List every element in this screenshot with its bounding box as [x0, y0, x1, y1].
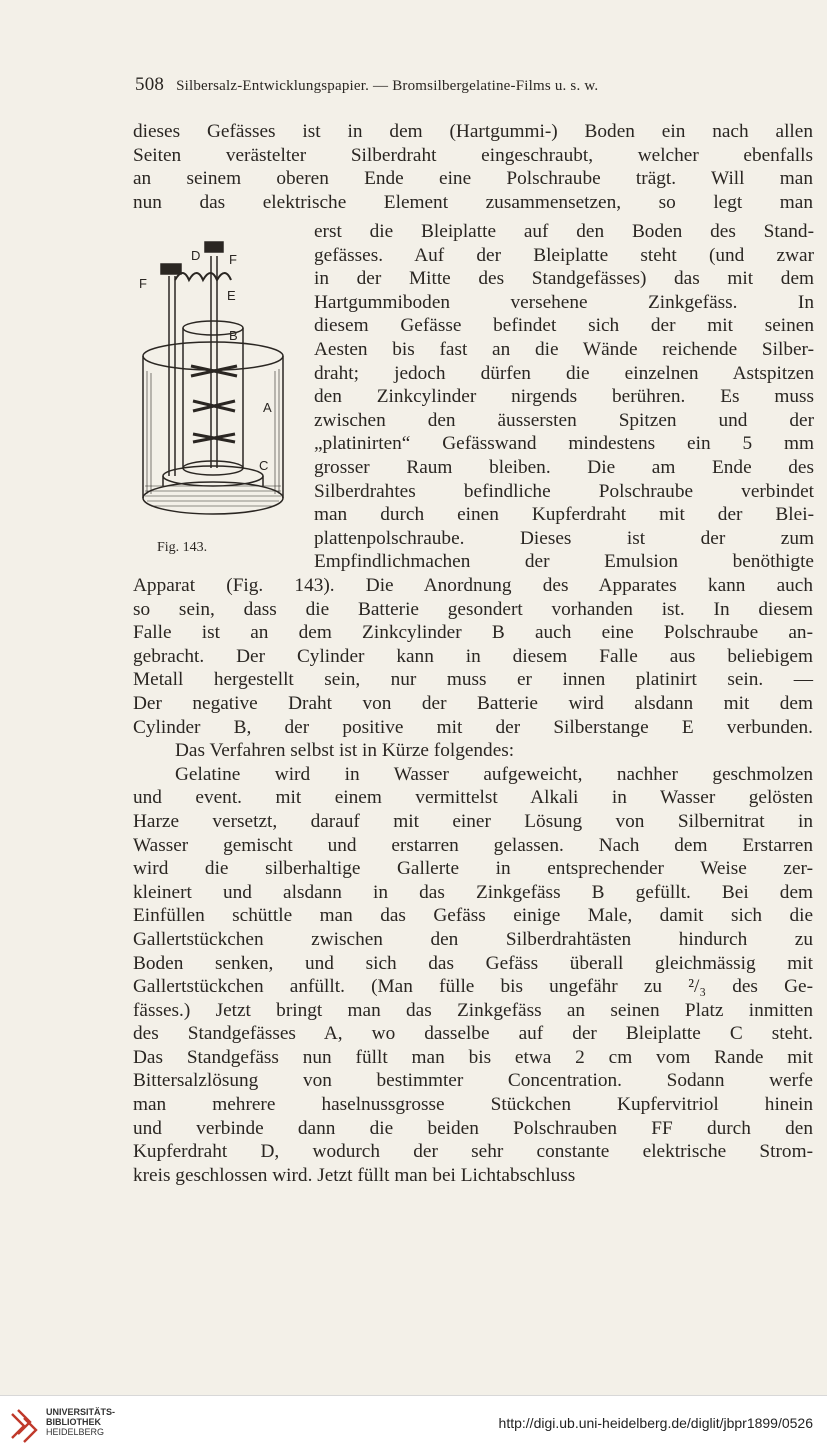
- battery-apparatus-drawing: [133, 236, 293, 536]
- label-A: A: [263, 400, 272, 415]
- text-line: Metall hergestellt sein, nur muss er innen platinirt sein. —: [133, 669, 813, 691]
- label-D: D: [191, 248, 201, 263]
- label-B: B: [229, 328, 238, 343]
- label-C: C: [259, 458, 269, 473]
- text-line: nun das elektrische Element zusammensetzen, so legt man: [133, 191, 813, 213]
- text-line: Seiten verästelter Silberdraht eingeschraubt, welcher ebenfalls: [133, 144, 813, 166]
- text-line: Bittersalzlösung von bestimmter Concentration. Sodann werfe: [133, 1070, 813, 1092]
- text-line: zwischen den äussersten Spitzen und der: [314, 409, 814, 431]
- text-line: gefässes. Auf der Bleiplatte steht (und zwar: [314, 244, 814, 266]
- library-name-line2: BIBLIOTHEK: [46, 1417, 101, 1427]
- text-line: man mehrere haselnussgrosse Stückchen Kupfervitriol hinein: [133, 1094, 813, 1116]
- library-name-line3: HEIDELBERG: [46, 1427, 105, 1437]
- university-library-logo-icon: [8, 1406, 40, 1446]
- text-line: Silberdrahtes befindliche Polschraube verbindet: [314, 480, 814, 502]
- library-name-line1: UNIVERSITÄTS-: [46, 1407, 116, 1417]
- page-number: 508: [135, 74, 165, 95]
- text-line: in der Mitte des Standgefässes) das mit dem: [314, 268, 814, 290]
- text-line: fässes.) Jetzt bringt man das Zinkgefäss an seinen Platz inmitten: [133, 999, 813, 1021]
- text-line: grosser Raum bleiben. Die am Ende des: [314, 456, 814, 478]
- running-header: [135, 74, 775, 96]
- text-line: Wasser gemischt und erstarren gelassen. Nach dem Erstarren: [133, 834, 813, 856]
- text-line: und verbinde dann die beiden Polschrauben FF durch den: [133, 1117, 813, 1139]
- text-line: den Zinkcylinder nirgends berühren. Es muss: [314, 386, 814, 408]
- text-line: Das Standgefäss nun füllt man bis etwa 2 cm vom Rande mit: [133, 1046, 813, 1068]
- library-footer: [0, 1395, 827, 1456]
- text-line: diesem Gefässe befindet sich der mit seinen: [314, 315, 814, 337]
- text-line: Der negative Draht von der Batterie wird alsdann mit dem: [133, 692, 813, 714]
- body-text-wrap: [314, 220, 814, 574]
- text-line: und event. mit einem vermittelst Alkali in Wasser gelösten: [133, 787, 813, 809]
- text-line: Gallertstückchen anfüllt. (Man fülle bis ungefähr zu ²/₃ des Ge-: [133, 976, 813, 998]
- text-line: kleinert und alsdann in das Zinkgefäss B gefüllt. Bei dem: [133, 881, 813, 903]
- text-line: Empfindlichmachen der Emulsion benöthigte: [314, 551, 814, 573]
- text-line: so sein, dass die Batterie gesondert vorhanden ist. In diesem: [133, 598, 813, 620]
- running-title: Silbersalz-Entwicklungspapier. — Bromsilbergelatine-Films u. s. w.: [176, 78, 599, 94]
- text-line: des Standgefässes A, wo dasselbe auf der Bleiplatte C steht.: [133, 1023, 813, 1045]
- text-line: Gelatine wird in Wasser aufgeweicht, nachher geschmolzen: [175, 763, 813, 785]
- body-text-top: [133, 120, 813, 214]
- text-line: „platinirten“ Gefässwand mindestens ein 5 mm: [314, 433, 814, 455]
- text-line: Harze versetzt, darauf mit einer Lösung von Silbernitrat in: [133, 810, 813, 832]
- label-F-right: F: [229, 252, 237, 267]
- text-line: plattenpolschraube. Dieses ist der zum: [314, 527, 814, 549]
- text-line: Apparat (Fig. 143). Die Anordnung des Apparates kann auch: [133, 575, 813, 596]
- label-E: E: [227, 288, 236, 303]
- body-text-bottom: [133, 574, 813, 1187]
- text-line: kreis geschlossen wird. Jetzt füllt man bei Lichtabschluss: [133, 1164, 576, 1186]
- permalink-url[interactable]: http://digi.ub.uni-heidelberg.de/diglit/jbpr1899/0526: [498, 1415, 813, 1431]
- label-F-left: F: [139, 276, 147, 291]
- text-line: Das Verfahren selbst ist in Kürze folgendes:: [175, 740, 515, 762]
- library-name: [46, 1407, 115, 1437]
- text-line: man durch einen Kupferdraht mit der Blei-: [314, 504, 814, 526]
- text-line: wird die silberhaltige Gallerte in entsprechender Weise zer-: [133, 858, 813, 880]
- text-line: Gallertstückchen zwischen den Silberdrahtästen hindurch zu: [133, 928, 813, 950]
- text-line: draht; jedoch dürfen die einzelnen Astspitzen: [314, 362, 814, 384]
- text-line: Cylinder B, der positive mit der Silberstange E verbunden.: [133, 716, 813, 738]
- text-line: gebracht. Der Cylinder kann in diesem Falle aus beliebigem: [133, 645, 813, 667]
- text-line: dieses Gefässes ist in dem (Hartgummi-) Boden ein nach allen: [133, 121, 813, 142]
- text-line: Boden senken, und sich das Gefäss überall gleichmässig mit: [133, 952, 813, 974]
- text-line: Kupferdraht D, wodurch der sehr constante elektrische Strom-: [133, 1141, 813, 1163]
- text-line: an seinem oberen Ende eine Polschraube trägt. Will man: [133, 168, 813, 190]
- text-line: erst die Bleiplatte auf den Boden des Stand-: [314, 221, 814, 242]
- text-line: Einfüllen schüttle man das Gefäss einige Male, damit sich die: [133, 905, 813, 927]
- figure-143-illustration: [133, 236, 293, 566]
- text-line: Aesten bis fast an die Wände reichende Silber-: [314, 338, 814, 360]
- text-line: Hartgummiboden versehene Zinkgefäss. In: [314, 291, 814, 313]
- text-line: Falle ist an dem Zinkcylinder B auch eine Polschraube an-: [133, 622, 813, 644]
- figure-caption: Fig. 143.: [157, 540, 208, 555]
